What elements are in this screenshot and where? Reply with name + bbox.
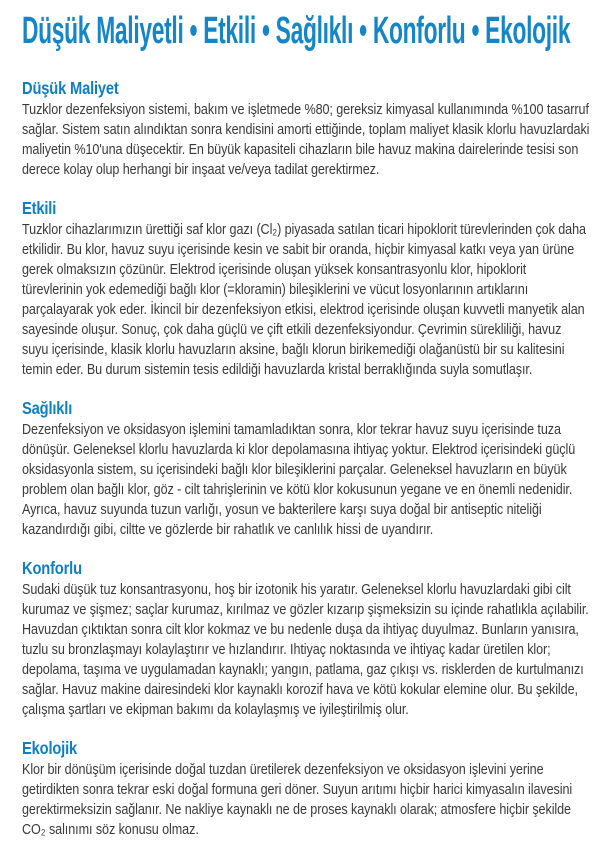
section-heading-etkili: Etkili xyxy=(22,198,57,218)
section-heading-konforlu: Konforlu xyxy=(22,558,82,578)
section-body-saglikli: Dezenfeksiyon ve oksidasyon işlemini tamamladıktan sonra, klor tekrar havuz suyu içerisinde tuza dönüşür. Geleneksel klorlu havuzlarda ki klor depolamasına ihtiyaç yoktur. Elektrod içerisindeki güçlü oksidasyonla sistem, su içerisindeki bağlı klor bileşiklerini parçalar. Geleneksel havuzların en büyük problem olan bağlı klor, göz - cilt tahrişlerinin ve kötü klor kokusunun yegane ve en önemli nedenidir. Ayrıca, havuz suyunda tuzun varlığı, yosun ve bakterilere karşı suya doğal bir antiseptic niteliği kazandırdığı gibi, ciltte ve gözlerde bir rahatlık ve canlılık hissi de uyandırır. xyxy=(22,421,576,538)
section-body-etkili: Tuzklor cihazlarımızın ürettiği saf klor gazı (Cl₂) piyasada satılan ticari hipoklorit türevlerinden çok daha etkilidir. Bu klor, havuz suyu içerisinde kesin ve sabit bir oranda, hiçbir kimyasal katkı veya yan ürüne gerek olmaksızın çözünür. Elektrod içerisinde oluşan yüksek konsantrasyonlu klor, hipoklorit türevlerinin yok edemediği bağlı klor (=kloramin) bileşiklerini ve vücut losyonlarının artıklarını parçalayarak yok eder. İkincil bir dezenfeksiyon etkisi, elektrod içerisinde oluşan kuvvetli manyetik alan sayesinde oluşur. Sonuç, çok daha güçlü ve çift etkili dezenfeksiyondur. Çevrimin sürekliliği, havuz suyu içerisinde, klasik klorlu havuzların aksine, bağlı klorun birikemediği olağanüstü bir su kalitesini temin eder. Bu durum sistemin tesis edildiği havuzlarda kristal berraklığında suyla somutlaşır. xyxy=(22,221,586,378)
section-heading-ekolojik: Ekolojik xyxy=(22,738,78,758)
section-etkili xyxy=(22,198,590,380)
section-saglikli xyxy=(22,398,590,540)
section-body-ekolojik: Klor bir dönüşüm içerisinde doğal tuzdan üretilerek dezenfeksiyon ve oksidasyon işlevini yerine getirdikten sonra tekrar eski doğal formuna geri döner. Suyun arıtımı hiçbir harici kimyasalın ilavesini gerektirmeksizin sağlanır. Ne nakliye kaynaklı ne de proses kaynaklı olarak; atmosfere hiçbir şekilde CO₂ salınımı söz konusu olmaz. xyxy=(22,761,573,838)
section-konforlu xyxy=(22,558,590,720)
section-ekolojik xyxy=(22,738,590,840)
section-heading-dusuk-maliyet: Düşük Maliyet xyxy=(22,78,119,98)
section-body-konforlu: Sudaki düşük tuz konsantrasyonu, hoş bir izotonik his yaratır. Geleneksel klorlu havuzlardaki gibi cilt kurumaz ve şişmez; saçlar kurumaz, kırılmaz ve gözler kızarıp şişmeksizin su içinde rahatlıkla açılabilir. Havuzdan çıktıktan sonra cilt klor kokmaz ve bu nedenle duşa da ihtiyaç duyulmaz. Bunların yanısıra, tuzlu su bronzlaşmayı kolaylaştırır ve hızlandırır. Ihtiyaç noktasında ve ihtiyaç kadar üretilen klor; depolama, taşıma ve uygulamadan kaynaklı; yangın, patlama, gaz çıkışı vs. risklerden de kurtulmanızı sağlar. Havuz makine dairesindeki klor kaynaklı korozif hava ve kötü kokular elemine olur. Bu şekilde, çalışma şartları ve ekipman bakımı da kolaylaşmış ve iyileştirilmiş olur. xyxy=(22,581,589,718)
section-dusuk-maliyet xyxy=(22,78,590,180)
section-heading-saglikli: Sağlıklı xyxy=(22,398,73,418)
page-title: Düşük Maliyetli • Etkili • Sağlıklı • Konforlu • Ekolojik xyxy=(22,10,571,52)
content-column xyxy=(22,78,590,840)
section-body-dusuk-maliyet: Tuzklor dezenfeksiyon sistemi, bakım ve işletmede %80; gereksiz kimyasal kullanımında %100 tasarruf sağlar. Sistem satın alındıktan sonra kendisini amorti ettiğinde, toplam maliyet klasik klorlu havuzlardaki maliyetin %10'una düşecektir. En büyük kapasiteli cihazların bile havuz makina dairelerinde tesisi son derece kolay olup herhangi bir inşaat ve/veya tadilat gerektirmez. xyxy=(22,101,590,178)
